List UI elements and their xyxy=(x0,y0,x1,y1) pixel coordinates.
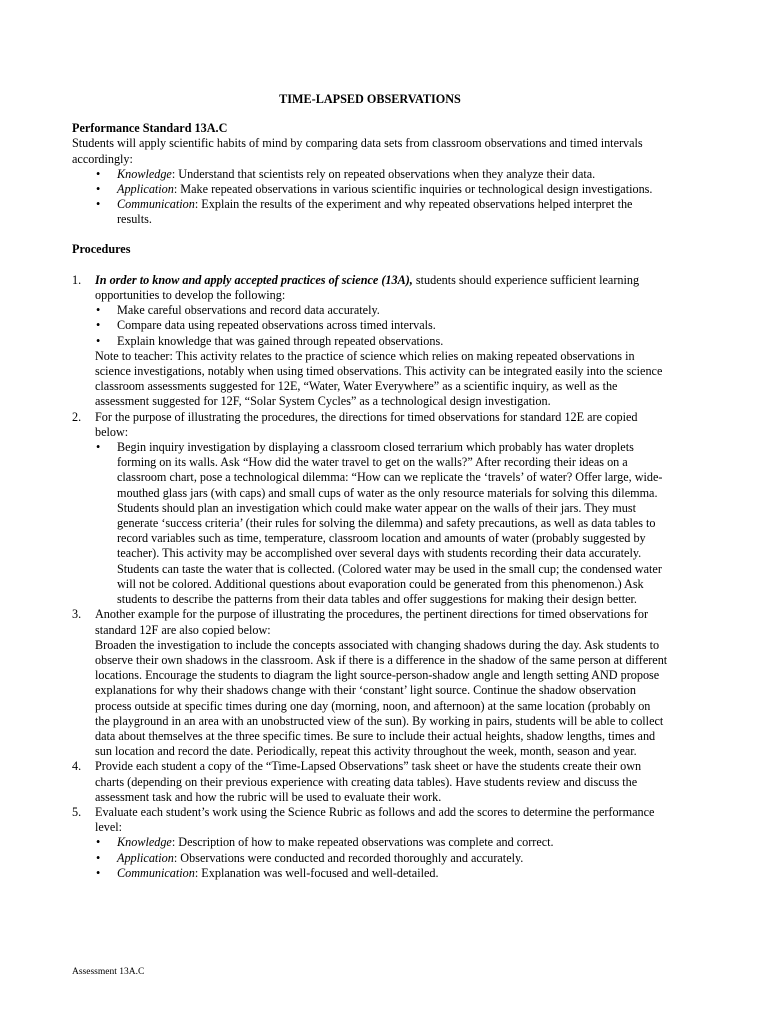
bullet-text: : Make repeated observations in various scientific inquiries or technological design investigations. xyxy=(173,182,653,197)
bullet-text: : Explain the results of the experiment and why repeated observations helped interpret the results. xyxy=(117,197,633,227)
procedure-item-4 xyxy=(72,759,668,805)
bullet-term: Knowledge xyxy=(117,835,172,850)
procedure-number: 5. xyxy=(72,804,82,819)
procedure-text: For the purpose of illustrating the procedures, the directions for timed observations for standard 12E are copied below: xyxy=(95,409,638,439)
rubric-bullet-knowledge xyxy=(117,835,668,850)
bullet-term: Application xyxy=(117,182,174,197)
bullet-text: : Observations were conducted and recorded thoroughly and accurately. xyxy=(173,850,524,865)
procedure-text: students should experience sufficient learning opportunities to develop the following: xyxy=(95,272,640,303)
procedure-text: Provide each student a copy of the “Time-Lapsed Observations” task sheet or have the students create their own charts (depending on their previous experience with creating data tables). Have students review and discuss the assessment task and how the rubric will be used to evaluate their work. xyxy=(95,759,642,804)
teacher-note: Note to teacher: This activity relates to the practice of science which relies on making repeated observations in science investigations, notably when using timed observations. This activity can be integrated easily into the science classroom assessments suggested for 12E, “Water, Water Everywhere” as a scientific inquiry, as well as the assessment suggested for 12F, “Solar System Cycles” as a technological design investigation. xyxy=(95,348,663,409)
procedure-bullet: • Make careful observations and record data accurately. xyxy=(117,303,668,318)
bullet-term: Knowledge xyxy=(117,166,172,181)
rubric-bullet-list xyxy=(95,835,668,881)
standard-intro: Students will apply scientific habits of mind by comparing data sets from classroom observations and timed intervals accordingly: xyxy=(72,136,643,166)
procedure-number: 1. xyxy=(72,272,82,287)
bullet-term: Communication xyxy=(117,865,195,880)
procedure-item-2 xyxy=(72,409,668,608)
procedure-bullet-list xyxy=(95,440,668,607)
bullet-text: : Explanation was well-focused and well-detailed. xyxy=(194,865,439,880)
procedure-text: Another example for the purpose of illustrating the procedures, the pertinent directions for timed observations for standard 12F are also copied below: xyxy=(95,607,649,637)
procedure-text: Evaluate each student’s work using the Science Rubric as follows and add the scores to determine the performance level: xyxy=(95,804,655,835)
procedure-body: Broaden the investigation to include the concepts associated with changing shadows during the day. Ask students to observe their own shadows in the classroom. Ask if there is a difference in the shadow of the same person at different locations. Encourage the students to diagram the light source-person-shadow angle and length setting AND propose explanations for why their shadows change with their ‘constant’ light source. Continue the shadow observation process outside at specific times during one day (morning, noon, and afternoon) at the same location (probably on the playground in an area with an unobstructed view of the sun). By working in pairs, students will be able to collect data about themselves at the three specific times. Be sure to include their actual heights, shadow lengths, times and sun location and record the date. Periodically, repeat this activity throughout the week, month, season and year. xyxy=(95,637,668,759)
document-title: TIME-LAPSED OBSERVATIONS xyxy=(279,92,461,106)
procedures-heading: Procedures xyxy=(72,241,131,256)
rubric-bullet-application xyxy=(117,851,668,866)
rubric-bullet-communication xyxy=(117,866,668,881)
procedure-bullet: • Explain knowledge that was gained through repeated observations. xyxy=(117,334,668,349)
bullet-term: Application xyxy=(117,850,174,865)
standard-bullet-list xyxy=(72,167,668,228)
procedure-lead: In order to know and apply accepted practices of science (13A), xyxy=(95,272,413,287)
procedure-number: 3. xyxy=(72,607,82,622)
procedure-bullet: • Begin inquiry investigation by displaying a classroom closed terrarium which probably has water droplets forming on its walls. Ask “How did the water travel to get on the walls?” After recording their ideas on a classroom chart, pose a technological dilemma: “How can we replicate the ‘travels’ of water? Offer large, wide-mouthed glass jars (with caps) and small cups of water as the only resource materials for solving this dilemma. Students should plan an investigation which could make water appear on the walls of their jars. They must generate ‘success criteria’ (their rules for solving the dilemma) and safety precautions, as well as data tables to record variables such as time, temperature, classroom location and amounts of water (probably suggested by teacher). This activity may be accomplished over several days with students recording their data accurately. Students can taste the water that is collected. (Colored water may be used in the small cup; the condensed water will not be colored. Additional questions about evaporation could be generated from this phenomenon.) Ask students to describe the patterns from their data tables and offer suggestions for making their design better. xyxy=(117,440,668,607)
procedure-bullet-list xyxy=(95,303,668,349)
procedure-item-3 xyxy=(72,607,668,759)
bullet-text: : Description of how to make repeated observations was complete and correct. xyxy=(171,835,554,850)
standard-heading: Performance Standard 13A.C xyxy=(72,121,228,136)
standard-bullet-application xyxy=(117,182,668,197)
procedure-item-1 xyxy=(72,272,668,410)
standard-bullet-communication xyxy=(117,197,668,227)
document-page xyxy=(72,92,668,881)
bullet-text: : Understand that scientists rely on repeated observations when they analyze their data. xyxy=(171,166,596,181)
bullet-term: Communication xyxy=(117,197,195,212)
page-footer: Assessment 13A.C xyxy=(72,967,145,977)
standard-bullet-knowledge xyxy=(117,167,668,182)
procedure-number: 2. xyxy=(72,409,82,424)
procedure-number: 4. xyxy=(72,759,82,774)
procedures-list xyxy=(72,273,668,881)
procedure-item-5 xyxy=(72,804,668,881)
procedure-bullet: • Compare data using repeated observations across timed intervals. xyxy=(117,318,668,333)
